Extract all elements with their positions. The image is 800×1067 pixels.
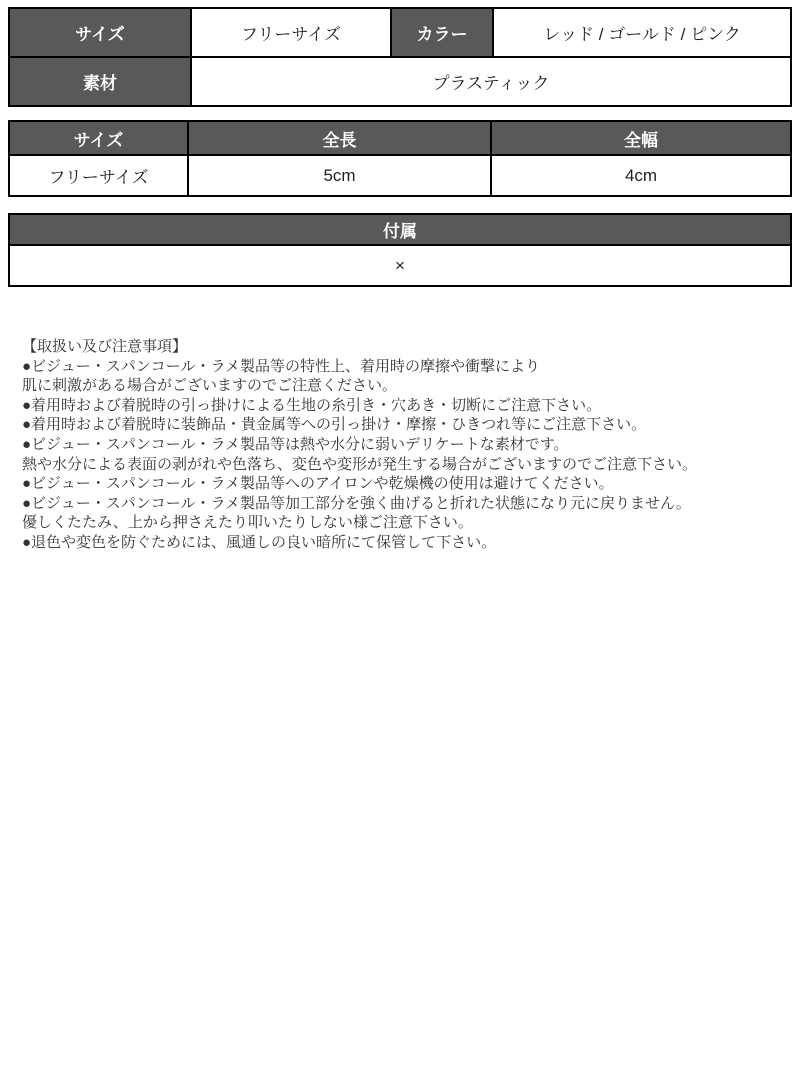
notes-line: ●ビジュー・スパンコール・ラメ製品等へのアイロンや乾燥機の使用は避けてください。 xyxy=(22,475,614,493)
dimension-size-header-cell: サイズ xyxy=(9,121,188,155)
dimension-data-row xyxy=(9,155,791,196)
notes-line: ●着用時および着脱時に装飾品・貴金属等への引っ掛け・摩擦・ひきつれ等にご注意下さい。 xyxy=(22,416,647,434)
notes-line: ●ビジュー・スパンコール・ラメ製品等加工部分を強く曲げると折れた状態になり元に戻りません。 xyxy=(22,494,691,512)
dimension-table xyxy=(8,120,792,197)
color-value-cell: レッド / ゴールド / ピンク xyxy=(493,8,791,57)
handling-notes xyxy=(22,337,770,553)
color-header-cell: カラー xyxy=(391,8,493,57)
basic-spec-row-2 xyxy=(9,57,791,106)
basic-spec-table xyxy=(8,7,792,107)
dimension-width-header-cell: 全幅 xyxy=(491,121,791,155)
dimension-header-row xyxy=(9,121,791,155)
notes-line: ●ビジュー・スパンコール・ラメ製品等の特性上、着用時の摩擦や衝撃により xyxy=(22,357,541,375)
notes-line: ●退色や変色を防ぐためには、風通しの良い暗所にて保管して下さい。 xyxy=(22,533,497,551)
notes-line: ●着用時および着脱時の引っ掛けによる生地の糸引き・穴あき・切断にご注意下さい。 xyxy=(22,396,602,414)
dimension-length-value-cell: 5cm xyxy=(188,155,491,196)
size-header-cell: サイズ xyxy=(9,8,191,57)
material-header-cell: 素材 xyxy=(9,57,191,106)
size-value-cell: フリーサイズ xyxy=(191,8,391,57)
accessory-header-row xyxy=(9,214,791,245)
accessory-value-cell: × xyxy=(9,245,791,286)
dimension-width-value-cell: 4cm xyxy=(491,155,791,196)
notes-line: ●ビジュー・スパンコール・ラメ製品等は熱や水分に弱いデリケートな素材です。 xyxy=(22,435,569,453)
basic-spec-row-1 xyxy=(9,8,791,57)
notes-line: 優しくたたみ、上から押さえたり叩いたりしない様ご注意下さい。 xyxy=(22,514,473,532)
handling-notes-title: 【取扱い及び注意事項】 xyxy=(22,338,188,355)
notes-line: 肌に刺激がある場合がございますのでご注意ください。 xyxy=(22,377,398,395)
accessory-data-row xyxy=(9,245,791,286)
accessory-header-cell: 付属 xyxy=(9,214,791,245)
material-value-cell: プラスティック xyxy=(191,57,791,106)
notes-line: 熱や水分による表面の剥がれや色落ち、変色や変形が発生する場合がございますのでご注意下さい。 xyxy=(22,455,698,473)
dimension-size-value-cell: フリーサイズ xyxy=(9,155,188,196)
accessory-table xyxy=(8,213,792,287)
dimension-length-header-cell: 全長 xyxy=(188,121,491,155)
